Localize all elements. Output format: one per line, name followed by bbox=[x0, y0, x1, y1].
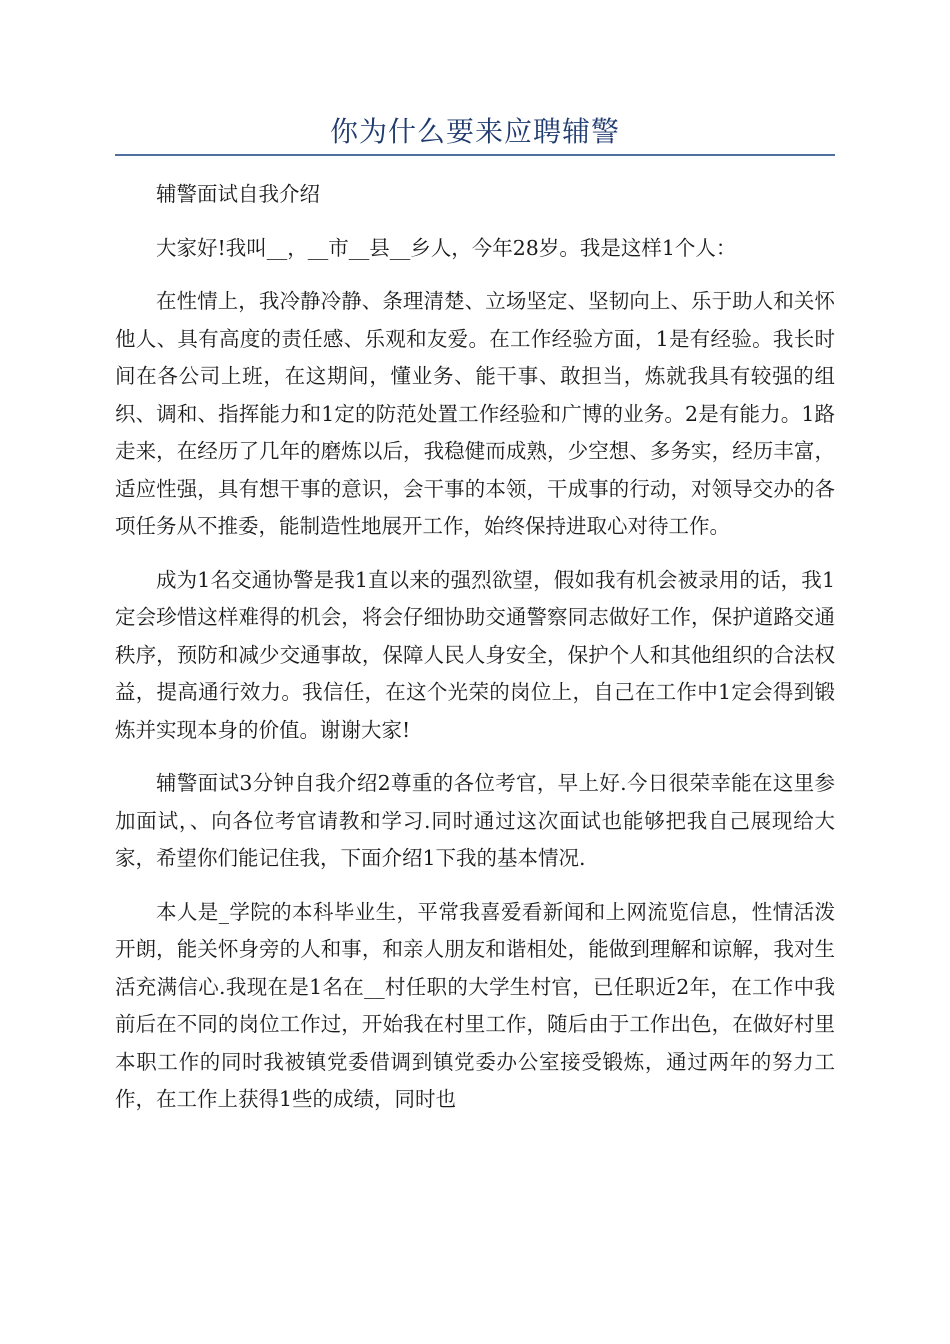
paragraph-background: 本人是_学院的本科毕业生，平常我喜爱看新闻和上网流览信息，性情活泼开朗，能关怀身旁的人和事，和亲人朋友和谐相处，能做到理解和谅解，我对生活充满信心.我现在是1名在__村任职的大学生村官，已任职近2年，在工作中我前后在不同的岗位工作过，开始我在村里工作，随后由于工作出色，在做好村里本职工作的同时我被镇党委借调到镇党委办公室接受锻炼，通过两年的努力工作，在工作上获得1些的成绩，同时也 bbox=[115, 899, 835, 1111]
paragraph-personality: 在性情上，我冷静冷静、条理清楚、立场坚定、坚韧向上、乐于助人和关怀他人、具有高度的责任感、乐观和友爱。在工作经验方面，1是有经验。我长时间在各公司上班，在这期间，懂业务、能干事、敢担当，炼就我具有较强的组织、调和、指挥能力和1定的防范处置工作经验和广博的业务。2是有能力。1路走来，在经历了几年的磨炼以后，我稳健而成熟，少空想、多务实，经历丰富，适应性强，具有想干事的意识，会干事的本领，干成事的行动，对领导交办的各项任务从不推委，能制造性地展开工作，始终保持进取心对待工作。 bbox=[115, 289, 835, 538]
section-heading: 辅警面试自我介绍 bbox=[156, 182, 320, 206]
document-body bbox=[115, 176, 835, 1135]
paragraph-second-intro: 辅警面试3分钟自我介绍2尊重的各位考官，早上好.今日很荣幸能在这里参加面试，、向各位考官请教和学习.同时通过这次面试也能够把我自己展现给大家，希望你们能记住我，下面介绍1下我的基本情况. bbox=[115, 771, 835, 870]
paragraph-greeting: 大家好!我叫__，__市__县__乡人，今年28岁。我是这样1个人： bbox=[156, 235, 737, 260]
title-underline bbox=[115, 154, 835, 156]
paragraph-aspiration: 成为1名交通协警是我1直以来的强烈欲望，假如我有机会被录用的话，我1定会珍惜这样难得的机会，将会仔细协助交通警察同志做好工作，保护道路交通秩序，预防和减少交通事故，保障人民人身安全，保护个人和其他组织的合法权益，提高通行效力。我信任，在这个光荣的岗位上，自己在工作中1定会得到锻炼并实现本身的价值。谢谢大家! bbox=[115, 567, 835, 742]
document-title: 你为什么要来应聘辅警 bbox=[329, 115, 620, 148]
